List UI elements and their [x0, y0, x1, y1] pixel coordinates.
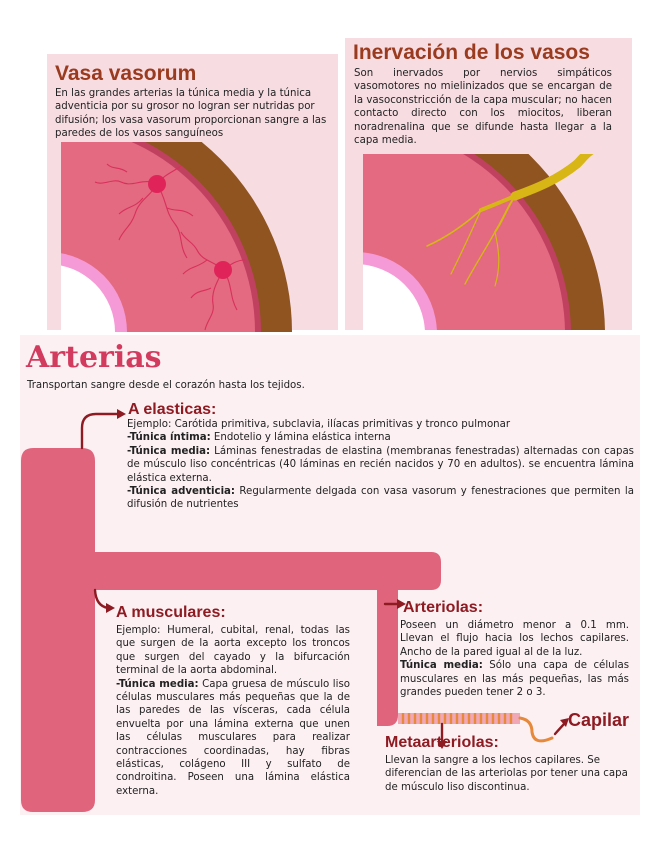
- elasticas-adventicia: -Túnica adventicia: Regularmente delgada con vasa vasorum y fenestraciones que permiten la difusión de nutrientes: [127, 486, 635, 511]
- arteriolas-media: Túnica media: Sólo una capa de células musculares en las más pequeñas, las más grandes pueden tener 2 o 3.: [400, 660, 629, 699]
- musculares-media: -Túnica media: Capa gruesa de músculo liso células musculares más pequeñas que la de las paredes de las vísceras, cada célula envuelta por una lámina externa que unen las células musculares para realizar contracciones coordinadas, hay fibras elásticas, colágeno III y sulfato de condroitina. Poseen una lámina elástica externa.: [116, 678, 350, 797]
- musculares-heading: A musculares:: [116, 604, 226, 621]
- musculares-ejemplo: Ejemplo: Humeral, cubital, renal, todas las que surgen de la aorta excepto los troncos que surgen del cayado y la bifurcación terminal de la aorta abdominal.: [116, 625, 350, 677]
- inervacion-text: Son inervados por nervios simpáticos vasomotores no mielinizados que se encargan de la vasoconstricción de la capa muscular; no hacen contacto directo con los miocitos, liberan noradrenalina que se difunde hasta llegar a la capa media.: [354, 68, 612, 147]
- arteriolas-text: [400, 619, 629, 699]
- elasticas-intima: -Túnica íntima: Endotelio y lámina elástica interna: [127, 432, 391, 444]
- arterias-title: Arterias: [26, 340, 162, 375]
- arteriolas-heading: Arteriolas:: [403, 599, 484, 616]
- metaarteriolas-text: Llevan la sangre a los lechos capilares. Se diferencian de las arteriolas por tener una capa de músculo liso discontinua.: [385, 755, 628, 793]
- elasticas-text: [127, 418, 634, 512]
- vasa-vasorum-title: Vasa vasorum: [55, 62, 197, 85]
- elasticas-heading: A elasticas:: [128, 401, 217, 418]
- elasticas-ejemplo: Ejemplo: Carótida primitiva, subclavia, ilíacas primitivas y tronco pulmonar: [127, 419, 511, 430]
- capilar-label: Capilar: [568, 710, 630, 730]
- musculares-text: [116, 624, 350, 798]
- arterias-subtitle: Transportan sangre desde el corazón hasta los tejidos.: [27, 380, 305, 391]
- vasa-vasorum-text: En las grandes arterias la túnica media y la túnica adventicia por su grosor no logran ser nutridas por difusión; los vasa vasorum proporcionan sangre a las paredes de los vasos sanguíneos: [55, 88, 327, 140]
- elasticas-media: -Túnica media: Láminas fenestradas de elastina (membranas fenestradas) alternadas con capas de músculo liso concéntricas (40 láminas en recién nacidos y 70 en adultos). se encuentra lámina elástica externa.: [127, 445, 634, 484]
- metaarteriolas-heading: Metaarteriolas:: [385, 734, 499, 751]
- arteriolas-desc: Poseen un diámetro menor a 0.1 mm. Llevan el flujo hacia los lechos capilares. Ancho de la pared igual al de la luz.: [400, 620, 629, 658]
- inervacion-title: Inervación de los vasos: [353, 41, 590, 64]
